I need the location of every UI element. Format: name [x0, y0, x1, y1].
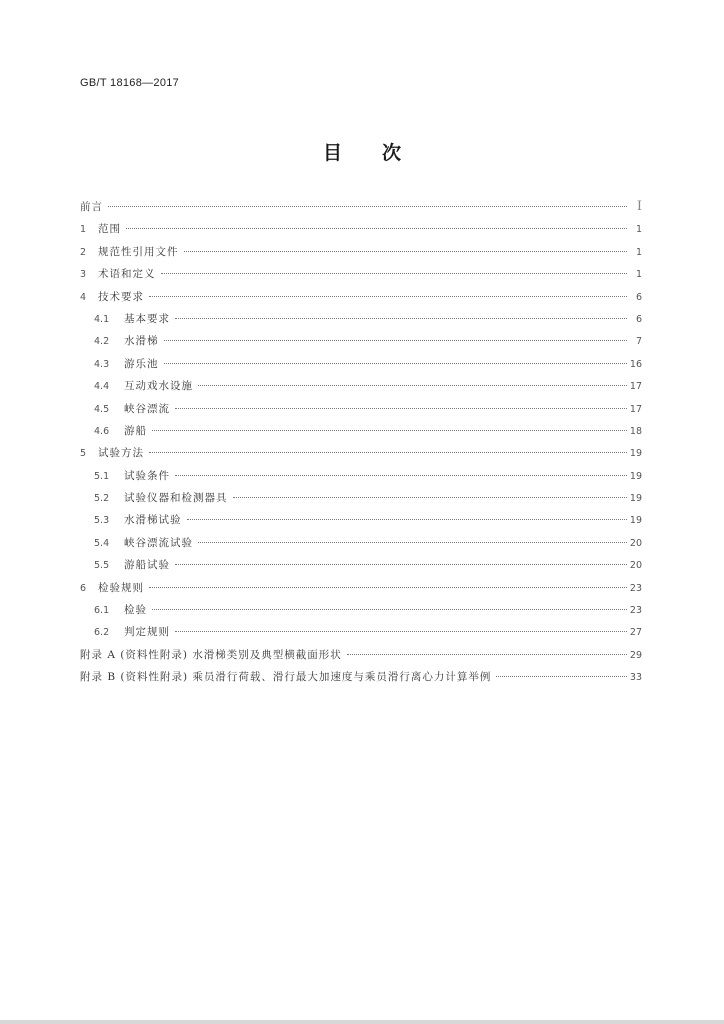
toc-entry-number: 5.2 — [94, 493, 110, 505]
toc-entry-label: 游乐池 — [124, 357, 159, 370]
toc-entry-number: 4 — [80, 291, 87, 303]
toc-entry-number: 5.4 — [94, 537, 110, 549]
toc-entry-label: 范围 — [98, 223, 121, 236]
toc-entry-label: 峡谷漂流 — [124, 402, 170, 415]
toc-entry[interactable] — [80, 241, 642, 263]
toc-entry[interactable] — [80, 465, 642, 487]
toc-dot-leader — [347, 654, 627, 655]
toc-entry-page-number: 19 — [629, 493, 642, 505]
toc-entry-page-number: 17 — [629, 403, 642, 415]
toc-entry[interactable] — [80, 532, 642, 554]
toc-dot-leader — [149, 587, 627, 588]
toc-dot-leader — [108, 206, 627, 207]
toc-entry-page-number: 20 — [629, 537, 642, 549]
toc-entry-page-number: 23 — [629, 582, 642, 594]
toc-entry-label: 术语和定义 — [98, 268, 156, 281]
toc-entry[interactable] — [80, 398, 642, 420]
toc-entry-page-number: 16 — [629, 358, 642, 370]
toc-entry[interactable] — [80, 554, 642, 576]
toc-entry-number: 5.3 — [94, 515, 110, 527]
toc-entry-label: 峡谷漂流试验 — [124, 536, 193, 549]
toc-entry-label: 互动戏水设施 — [124, 380, 193, 393]
toc-dot-leader — [175, 564, 627, 565]
toc-entry[interactable] — [80, 196, 642, 218]
page-title: 目次 — [322, 142, 441, 164]
page-bottom-edge — [0, 1020, 724, 1024]
toc-entry[interactable] — [80, 286, 642, 308]
toc-entry-page-number: Ⅰ — [636, 199, 642, 214]
toc-entry-page-number: 18 — [629, 425, 642, 437]
toc-dot-leader — [198, 385, 627, 386]
toc-entry[interactable] — [80, 666, 642, 688]
toc-entry-number: 6.2 — [94, 627, 110, 639]
toc-entry-page-number: 20 — [629, 560, 642, 572]
toc-dot-leader — [161, 273, 628, 274]
toc-dot-leader — [175, 475, 627, 476]
toc-entry-number: 6.1 — [94, 605, 110, 617]
toc-entry[interactable] — [80, 487, 642, 509]
toc-entry-number: 3 — [80, 269, 87, 281]
toc-dot-leader — [152, 609, 627, 610]
toc-dot-leader — [175, 318, 627, 319]
toc-entry-page-number: 1 — [635, 246, 642, 258]
toc-dot-leader — [152, 430, 627, 431]
toc-entry-page-number: 19 — [629, 515, 642, 527]
toc-entry-page-number: 17 — [629, 381, 642, 393]
toc-entry-label: 技术要求 — [98, 290, 144, 303]
toc-entry-page-number: 19 — [629, 470, 642, 482]
toc-entry-number: 5 — [80, 448, 87, 460]
toc-entry-page-number: 7 — [635, 336, 642, 348]
toc-entry-page-number: 33 — [629, 672, 642, 684]
toc-entry-number: 5.1 — [94, 470, 110, 482]
standard-number: GB/T 18168—2017 — [80, 77, 180, 89]
toc-entry-number: 4.2 — [94, 336, 110, 348]
toc-dot-leader — [164, 340, 628, 341]
toc-entry-number: 5.5 — [94, 560, 110, 572]
toc-entry[interactable] — [80, 644, 642, 666]
toc-entry-label: 游船试验 — [124, 559, 170, 572]
toc-entry[interactable] — [80, 442, 642, 464]
toc-entry[interactable] — [80, 263, 642, 285]
toc-dot-leader — [198, 542, 627, 543]
toc-entry-page-number: 1 — [635, 269, 642, 281]
toc-dot-leader — [496, 676, 626, 677]
toc-entry[interactable] — [80, 621, 642, 643]
toc-entry-number: 1 — [80, 224, 87, 236]
toc-dot-leader — [126, 228, 627, 229]
toc-dot-leader — [149, 452, 627, 453]
toc-dot-leader — [233, 497, 627, 498]
toc-entry[interactable] — [80, 577, 642, 599]
toc-entry-page-number: 29 — [629, 649, 642, 661]
toc-entry-label: 水滑梯 — [124, 335, 159, 348]
toc-entry-number: 2 — [80, 246, 87, 258]
toc-entry-label: 试验条件 — [124, 469, 170, 482]
toc-entry-page-number: 6 — [635, 313, 642, 325]
toc-dot-leader — [184, 251, 628, 252]
toc-entry-page-number: 27 — [629, 627, 642, 639]
toc-entry[interactable] — [80, 308, 642, 330]
toc-entry[interactable] — [80, 509, 642, 531]
toc-entry-page-number: 23 — [629, 605, 642, 617]
toc-entry-label: 判定规则 — [124, 626, 170, 639]
toc-entry-label: 检验规则 — [98, 581, 144, 594]
toc-entry-label: 水滑梯试验 — [124, 514, 182, 527]
toc-entry-page-number: 1 — [635, 224, 642, 236]
toc-dot-leader — [187, 519, 627, 520]
toc-dot-leader — [149, 296, 627, 297]
toc-entry-number: 6 — [80, 582, 87, 594]
toc-entry[interactable] — [80, 375, 642, 397]
table-of-contents — [80, 196, 642, 689]
toc-entry-label: 检验 — [124, 604, 147, 617]
toc-entry[interactable] — [80, 218, 642, 240]
toc-entry[interactable] — [80, 353, 642, 375]
toc-entry-label: 试验仪器和检测器具 — [124, 492, 228, 505]
toc-entry[interactable] — [80, 599, 642, 621]
toc-dot-leader — [175, 631, 627, 632]
toc-entry-label: 试验方法 — [98, 447, 144, 460]
toc-dot-leader — [164, 363, 627, 364]
toc-entry-number: 4.1 — [94, 313, 110, 325]
toc-entry-label: 前言 — [80, 201, 103, 213]
toc-entry-label: 规范性引用文件 — [98, 245, 179, 258]
toc-entry-number: 4.5 — [94, 403, 110, 415]
toc-entry[interactable] — [80, 420, 642, 442]
toc-entry-label: 游船 — [124, 424, 147, 437]
toc-entry-number: 4.3 — [94, 358, 110, 370]
toc-entry-label: 附录 A (资料性附录) 水滑梯类别及典型横截面形状 — [80, 648, 342, 661]
toc-dot-leader — [175, 408, 627, 409]
toc-entry-page-number: 6 — [635, 291, 642, 303]
toc-entry-page-number: 19 — [629, 448, 642, 460]
toc-entry-number: 4.6 — [94, 425, 110, 437]
toc-entry-label: 附录 B (资料性附录) 乘员滑行荷载、滑行最大加速度与乘员滑行离心力计算举例 — [80, 671, 492, 684]
toc-entry-label: 基本要求 — [124, 312, 170, 325]
toc-entry-number: 4.4 — [94, 381, 110, 393]
toc-entry[interactable] — [80, 330, 642, 352]
